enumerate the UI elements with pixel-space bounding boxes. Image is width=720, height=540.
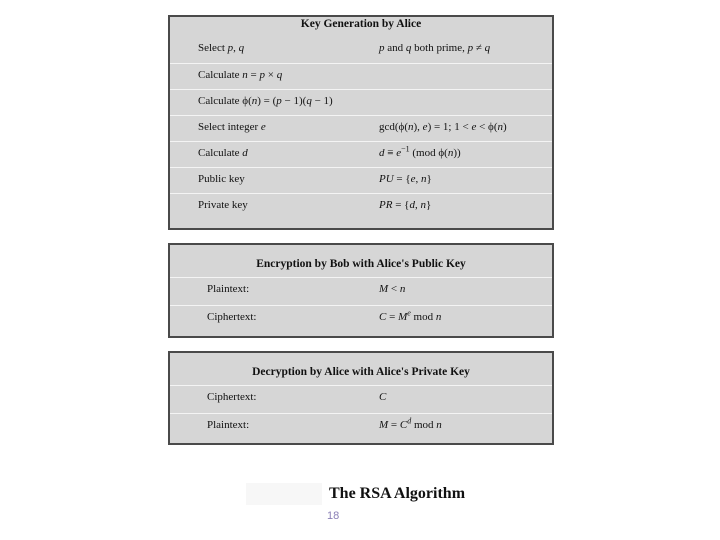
encryption-panel: [168, 243, 554, 338]
key-generation-panel: [168, 15, 554, 230]
encryption-row-ciphertext: [170, 305, 552, 332]
encryption-title: Encryption by Bob with Alice's Public Key: [256, 258, 466, 270]
caption-mask: [246, 483, 322, 505]
keygen-label: Private key: [198, 199, 248, 211]
keygen-row-private-key: [170, 193, 552, 220]
page-number: 18: [327, 510, 340, 522]
key-generation-title: Key Generation by Alice: [300, 18, 422, 30]
keygen-value: $d \equiv e^{-1}$ (mod ϕ(n)): [379, 144, 461, 159]
encryption-label: Ciphertext:: [207, 311, 257, 323]
decryption-value: C: [379, 391, 387, 403]
keygen-value: PR = {d, n}: [379, 199, 432, 211]
encryption-row-plaintext: [170, 277, 552, 304]
keygen-label: Select p, q: [198, 42, 245, 54]
keygen-row-public-key: [170, 167, 552, 194]
keygen-label: Select integer e: [198, 121, 266, 133]
keygen-row-calc-phi: [170, 89, 552, 116]
keygen-label: Calculate ϕ(n) = (p − 1)(q − 1): [198, 95, 333, 107]
decryption-title: Decryption by Alice with Alice's Private Key: [252, 366, 470, 378]
decryption-row-plaintext: [170, 413, 552, 440]
keygen-label: Calculate d: [198, 147, 248, 159]
keygen-label: Public key: [198, 173, 245, 185]
decryption-value: $M = C^d$ mod n: [379, 416, 442, 431]
encryption-label: Plaintext:: [207, 283, 250, 295]
keygen-row-select-pq: [170, 37, 552, 63]
decryption-row-ciphertext: [170, 385, 552, 412]
keygen-row-calc-n: [170, 63, 552, 90]
decryption-panel: [168, 351, 554, 445]
keygen-label: Calculate n = p × q: [198, 69, 283, 81]
keygen-value: PU = {e, n}: [379, 173, 432, 185]
keygen-row-select-e: [170, 115, 552, 142]
keygen-value: gcd(ϕ(n), e) = 1; 1 < e < ϕ(n): [379, 121, 507, 133]
keygen-row-calc-d: [170, 141, 552, 168]
decryption-label: Plaintext:: [207, 419, 250, 431]
decryption-label: Ciphertext:: [207, 391, 257, 403]
encryption-value: M < n: [379, 283, 406, 295]
encryption-value: $C = M^e$ mod n: [379, 308, 442, 323]
figure-caption: The RSA Algorithm: [329, 485, 466, 502]
keygen-value: p and q both prime, p ≠ q: [379, 42, 491, 54]
